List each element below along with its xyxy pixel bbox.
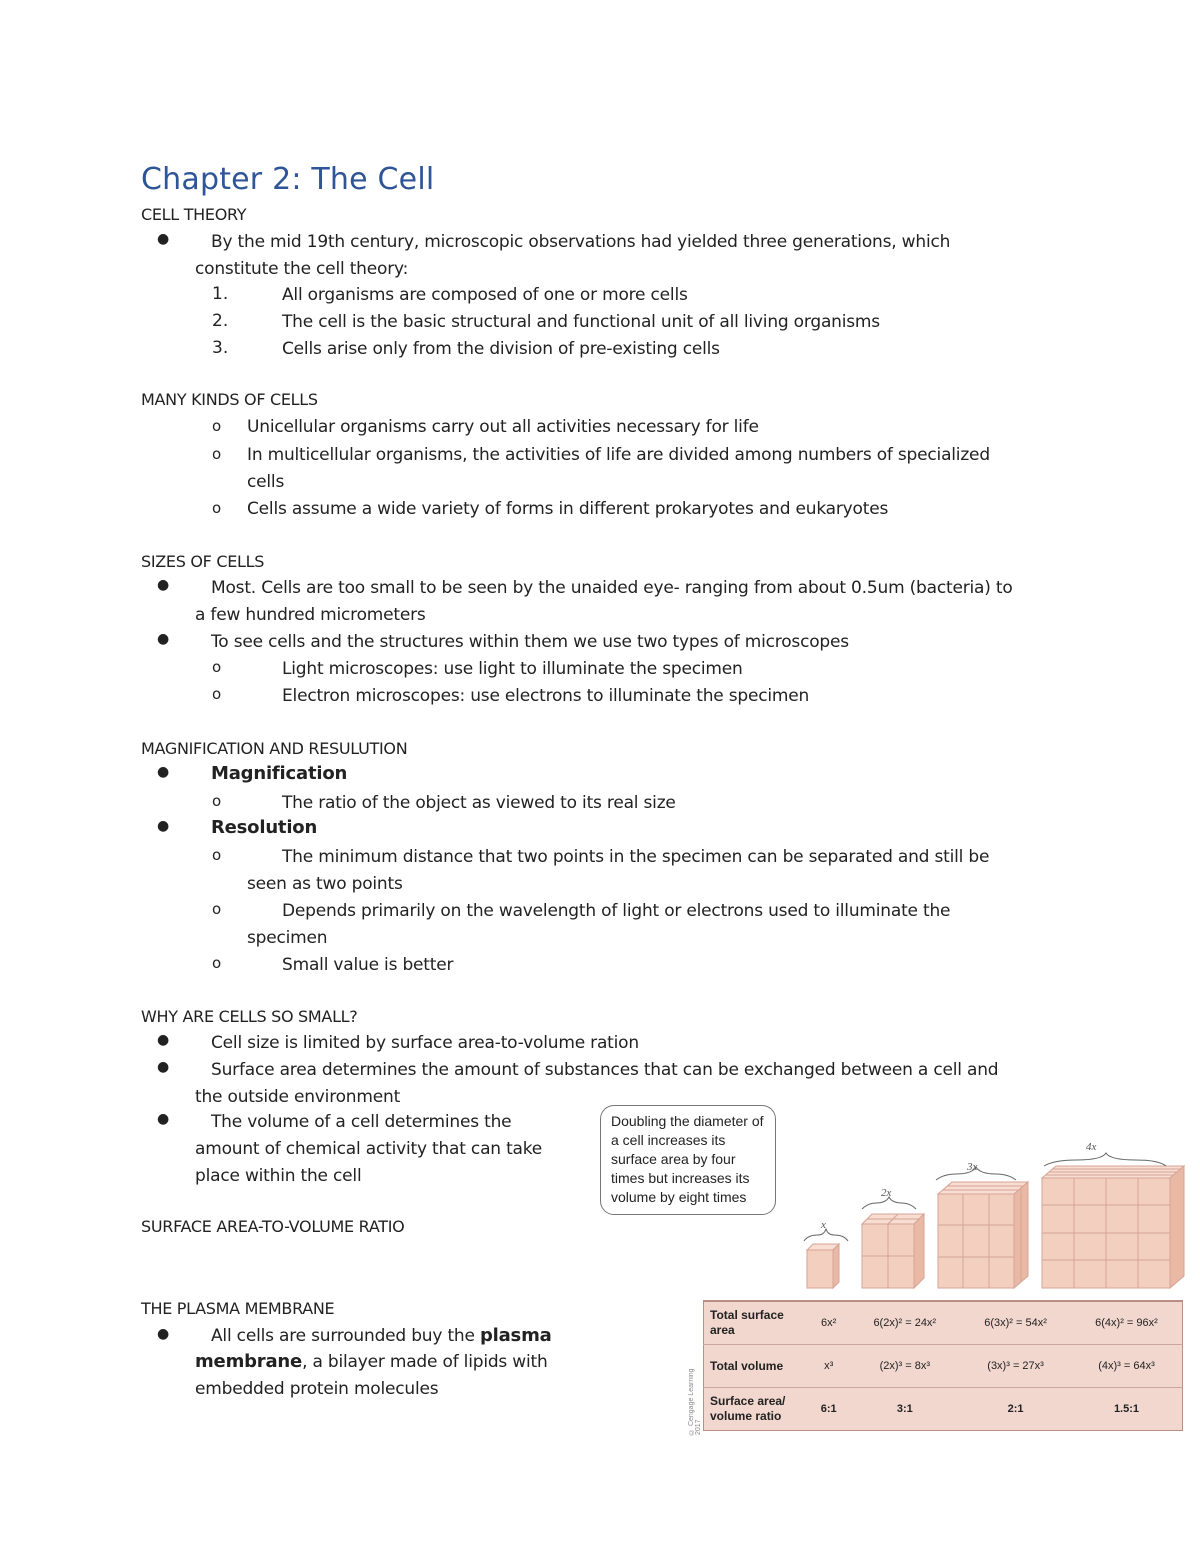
sizes-bullet-2: To see cells and the structures within them we use two types of microscopes [211, 632, 849, 652]
list-number: 2. [212, 311, 229, 331]
cube-label-3x: 3x [967, 1161, 978, 1173]
cell-theory-item-3: Cells arise only from the division of pre-existing cells [282, 339, 720, 359]
section-heading-many-kinds: MANY KINDS OF CELLS [141, 390, 318, 409]
circle-bullet-marker: o [212, 685, 222, 703]
bullet-marker: ● [157, 231, 170, 247]
table-cell: 1.5:1 [1071, 1388, 1183, 1431]
bullet-marker: ● [157, 1326, 170, 1342]
resolution-sub-3: Small value is better [282, 955, 454, 975]
cell-theory-bullet-line2: constitute the cell theory: [195, 259, 409, 279]
cell-theory-item-2: The cell is the basic structural and functional unit of all living organisms [282, 312, 880, 332]
table-cell: 2:1 [960, 1388, 1071, 1431]
why-small-bullet-3-line1: The volume of a cell determines the [211, 1112, 512, 1132]
circle-bullet-marker: o [212, 846, 222, 864]
section-heading-why-small: WHY ARE CELLS SO SMALL? [141, 1007, 358, 1026]
resolution-label: Resolution [211, 817, 318, 838]
cube-label-x: x [821, 1219, 826, 1231]
bullet-marker: ● [157, 818, 170, 834]
bullet-marker: ● [157, 1111, 170, 1127]
circle-bullet-marker: o [212, 445, 222, 463]
why-small-bullet-3-line2: amount of chemical activity that can take [195, 1139, 543, 1159]
bullet-marker: ● [157, 577, 170, 593]
table-cell: x³ [808, 1345, 849, 1388]
why-small-bullet-2-line1: Surface area determines the amount of substances that can be exchanged between a cell and [211, 1060, 999, 1080]
section-heading-cell-theory: CELL THEORY [141, 205, 247, 224]
table-cell: 6(3x)² = 54x² [960, 1301, 1071, 1345]
bullet-marker: ● [157, 1032, 170, 1048]
table-row [704, 1345, 1183, 1388]
table-cell: (2x)³ = 8x³ [849, 1345, 960, 1388]
row-label-ratio: Surface area/ volume ratio [704, 1388, 809, 1431]
section-heading-magnification: MAGNIFICATION AND RESULUTION [141, 739, 408, 758]
surface-area-volume-figure [600, 1100, 1190, 1435]
bullet-marker: ● [157, 631, 170, 647]
resolution-sub-1-line1: The minimum distance that two points in the specimen can be separated and still be [282, 847, 990, 867]
cube-1x [807, 1244, 839, 1288]
page-title: Chapter 2: The Cell [141, 162, 435, 197]
cube-2x [862, 1214, 924, 1288]
table-cell: (3x)³ = 27x³ [960, 1345, 1071, 1388]
many-kinds-item-3: Cells assume a wide variety of forms in different prokaryotes and eukaryotes [247, 499, 889, 519]
table-row [704, 1301, 1183, 1345]
cube-3x [938, 1182, 1028, 1288]
bullet-marker: ● [157, 764, 170, 780]
plasma-line1-text: All cells are surrounded buy the [211, 1326, 480, 1346]
cube-label-4x: 4x [1086, 1141, 1097, 1153]
section-heading-sa-ratio: SURFACE AREA-TO-VOLUME RATIO [141, 1217, 405, 1236]
many-kinds-item-2-cont: cells [247, 472, 285, 492]
ratio-table [703, 1300, 1183, 1431]
section-heading-sizes: SIZES OF CELLS [141, 552, 265, 571]
row-label-total-volume: Total volume [704, 1345, 809, 1388]
list-number: 3. [212, 338, 229, 358]
plasma-line2-text: , a bilayer made of lipids with [302, 1352, 548, 1372]
row-label-surface-area: Total surface area [704, 1301, 809, 1345]
cube-label-2x: 2x [881, 1187, 892, 1199]
section-heading-plasma-membrane: THE PLASMA MEMBRANE [141, 1299, 335, 1318]
table-row [704, 1388, 1183, 1431]
sizes-bullet-1-line2: a few hundred micrometers [195, 605, 426, 625]
circle-bullet-marker: o [212, 499, 222, 517]
table-cell: 6:1 [808, 1388, 849, 1431]
resolution-sub-2-line1: Depends primarily on the wavelength of light or electrons used to illuminate the [282, 901, 951, 921]
resolution-sub-1-line2: seen as two points [247, 874, 403, 894]
table-cell: (4x)³ = 64x³ [1071, 1345, 1183, 1388]
circle-bullet-marker: o [212, 792, 222, 810]
list-number: 1. [212, 284, 229, 304]
cell-theory-bullet-line1: By the mid 19th century, microscopic observations had yielded three generations, which [211, 232, 951, 252]
circle-bullet-marker: o [212, 954, 222, 972]
table-cell: 3:1 [849, 1388, 960, 1431]
plasma-line2 [195, 1351, 548, 1373]
membrane-term-bold: membrane [195, 1351, 303, 1372]
cube-4x [1042, 1166, 1184, 1288]
many-kinds-item-1: Unicellular organisms carry out all activities necessary for life [247, 417, 759, 437]
plasma-line3: embedded protein molecules [195, 1379, 439, 1399]
why-small-bullet-3-line3: place within the cell [195, 1166, 362, 1186]
circle-bullet-marker: o [212, 900, 222, 918]
table-cell: 6(2x)² = 24x² [849, 1301, 960, 1345]
bullet-marker: ● [157, 1059, 170, 1075]
resolution-sub-2-line2: specimen [247, 928, 328, 948]
plasma-term-bold: plasma [479, 1325, 552, 1346]
why-small-bullet-2-line2: the outside environment [195, 1087, 401, 1107]
many-kinds-item-2: In multicellular organisms, the activities of life are divided among numbers of specialized [247, 445, 990, 465]
magnification-definition: The ratio of the object as viewed to its real size [282, 793, 676, 813]
sizes-sub-2: Electron microscopes: use electrons to illuminate the specimen [282, 686, 810, 706]
circle-bullet-marker: o [212, 417, 222, 435]
plasma-line1 [211, 1325, 552, 1347]
image-credit: © Cengage Learning 2017 [688, 1368, 702, 1435]
sizes-sub-1: Light microscopes: use light to illuminate the specimen [282, 659, 743, 679]
cell-theory-item-1: All organisms are composed of one or more cells [282, 285, 688, 305]
why-small-bullet-1: Cell size is limited by surface area-to-volume ration [211, 1033, 639, 1053]
magnification-label: Magnification [211, 763, 348, 784]
circle-bullet-marker: o [212, 658, 222, 676]
sizes-bullet-1-line1: Most. Cells are too small to be seen by the unaided eye- ranging from about 0.5um (bacteria) to [211, 578, 1013, 598]
table-cell: 6x² [808, 1301, 849, 1345]
table-cell: 6(4x)² = 96x² [1071, 1301, 1183, 1345]
callout-box: Doubling the diameter of a cell increases its surface area by four times but increases its volume by eight times [600, 1105, 776, 1215]
